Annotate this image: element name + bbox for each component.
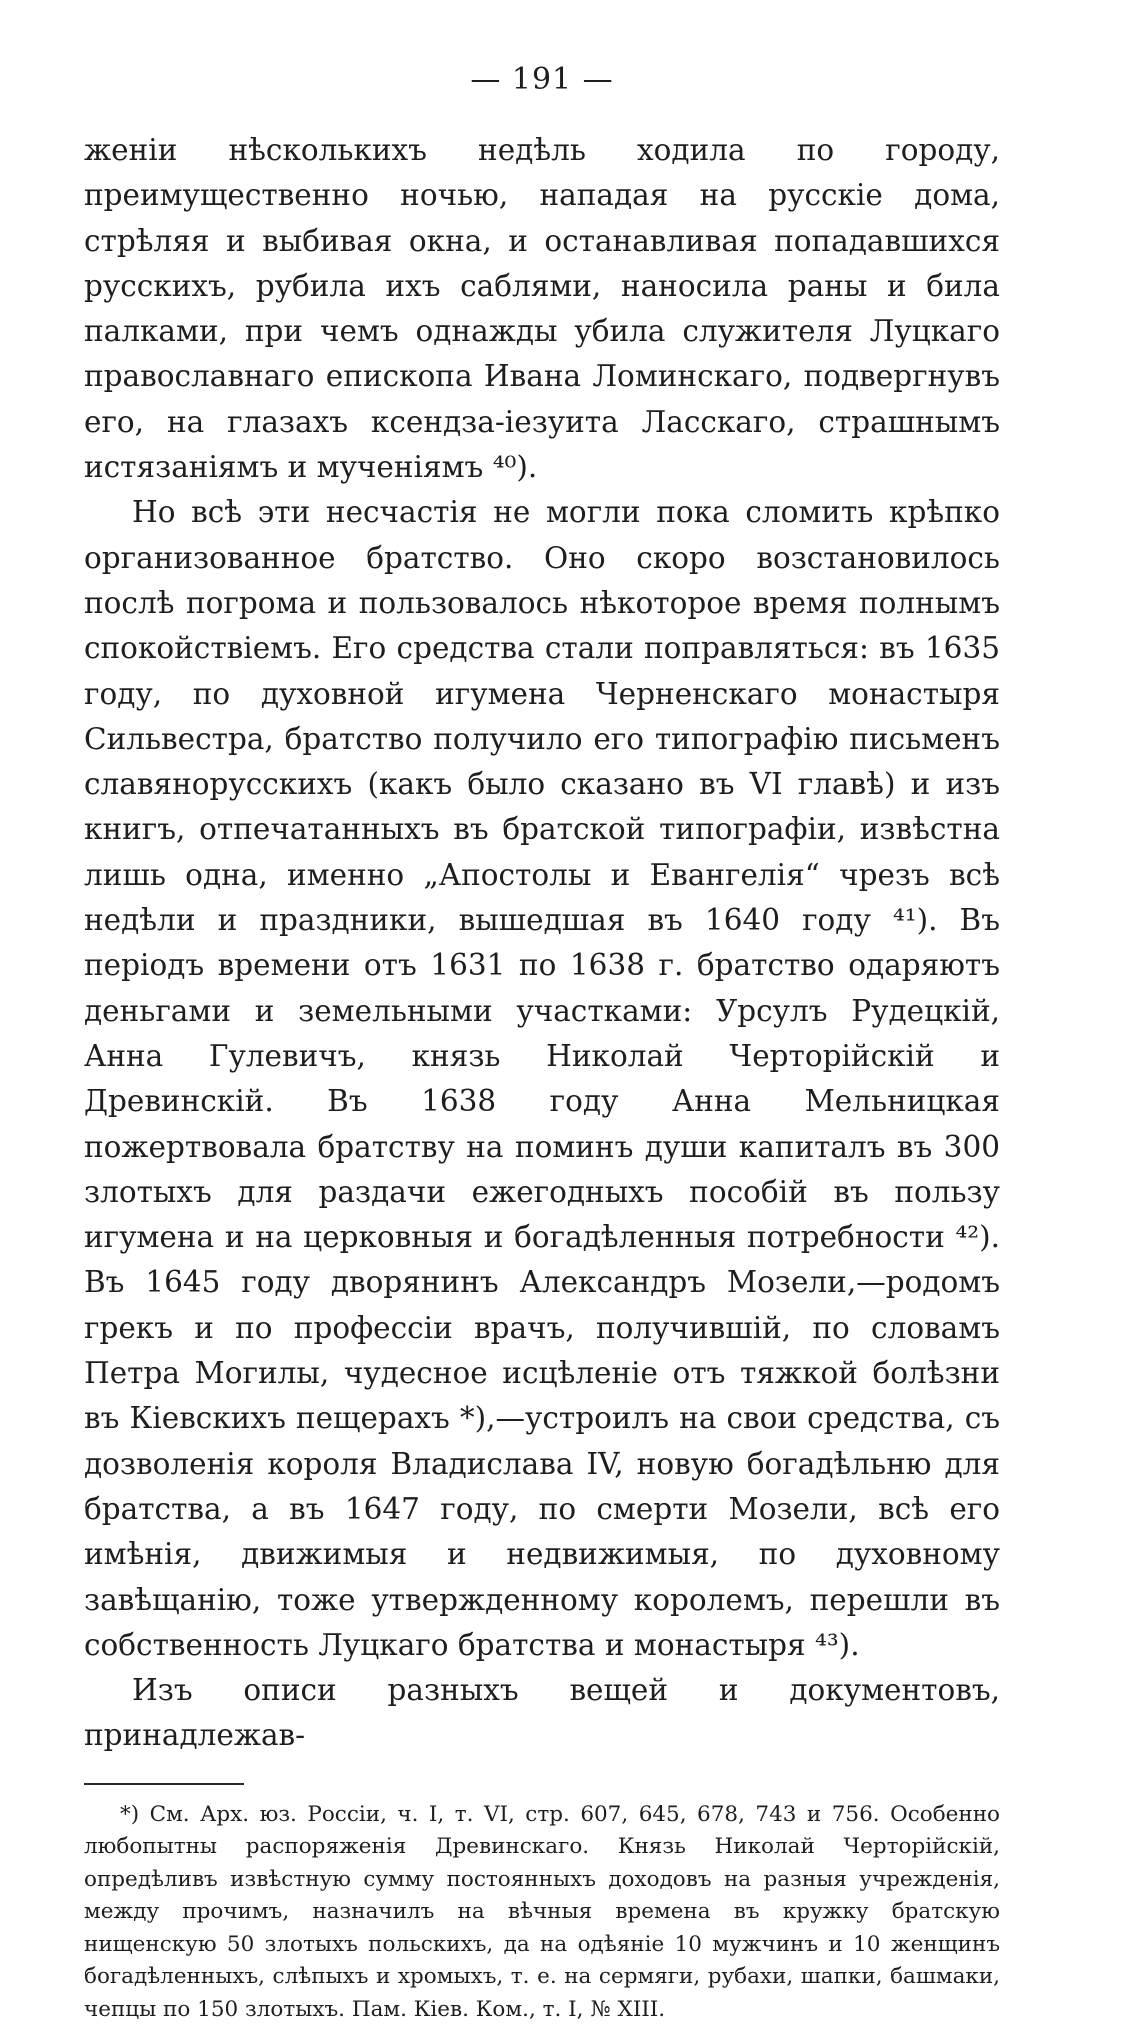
page-number: — 191 — <box>470 62 614 97</box>
footnote: *) См. Арх. юз. Россіи, ч. I, т. VI, стр. 607, 645, 678, 743 и 756. Особенно любопытны распоряженія Древинскаго. Князь Николай Черторійскій, опредѣливъ извѣстную сумму постоянныхъ доходовъ на разныя учрежденія, между прочимъ, назначилъ на вѣчныя времена въ кружку братскую нищенскую 50 злотыхъ польскихъ, да на одѣяніе 10 мужчинъ и 10 женщинъ богадѣленныхъ, слѣпыхъ и хромыхъ, т. е. на сермяги, рубахи, шапки, башмаки, чепцы по 150 злотыхъ. Пам. Кіев. Ком., т. I, № XIII. <box>84 1801 1000 2022</box>
page-content <box>84 60 1000 2026</box>
footnote-separator <box>84 1783 244 1785</box>
main-text <box>84 128 1000 1759</box>
paragraph: Но всѣ эти несчастія не могли пока сломить крѣпко организованное братство. Оно скоро возстановилось послѣ погрома и пользовалось нѣкоторое время полнымъ спокойствіемъ. Его средства стали поправляться: въ 1635 году, по духовной игумена Черненскаго монастыря Сильвестра, братство получило его типографію письменъ славянорусскихъ (какъ было сказано въ VI главѣ) и изъ книгъ, отпечатанныхъ въ братской типографіи, извѣстна лишь одна, именно „Апостолы и Евангелія“ чрезъ всѣ недѣли и праздники, вышедшая въ 1640 году ⁴¹). Въ періодъ времени отъ 1631 по 1638 г. братство одаряютъ деньгами и земельными участками: Урсулъ Рудецкій, Анна Гулевичъ, князь Николай Черторійскій и Древинскій. Въ 1638 году Анна Мельницкая пожертвовала братству на поминъ души капиталъ въ 300 злотыхъ для раздачи ежегодныхъ пособій въ пользу игумена и на церковныя и богадѣленныя потребности ⁴²). Въ 1645 году дворянинъ Александръ Мозели,—родомъ грекъ и по профессіи врачъ, получившій, по словамъ Петра Могилы, чудесное исцѣленіе отъ тяжкой болѣзни въ Кіевскихъ пещерахъ *),—устроилъ на свои средства, съ дозволенія короля Владислава IV, новую богадѣльню для братства, а въ 1647 году, по смерти Мозели, всѣ его имѣнія, движимыя и недвижимыя, по духовному завѣщанію, тоже утвержденному королемъ, перешли въ собственность Луцкаго братства и монастыря ⁴³). <box>84 495 1000 1662</box>
paragraph-continuation: женіи нѣсколькихъ недѣль ходила по городу, преимущественно ночью, нападая на русскіе дома, стрѣляя и выбивая окна, и останавливая попадавшихся русскихъ, рубила ихъ саблями, наносила раны и била палками, при чемъ однажды убила служителя Луцкаго православнаго епископа Ивана Ломинскаго, подвергнувъ его, на глазахъ ксендза-іезуита Ласскаго, страшнымъ истязаніямъ и мученіямъ ⁴⁰). <box>84 133 1000 485</box>
paragraph: Изъ описи разныхъ вещей и документовъ, принадлежав- <box>84 1673 1000 1753</box>
